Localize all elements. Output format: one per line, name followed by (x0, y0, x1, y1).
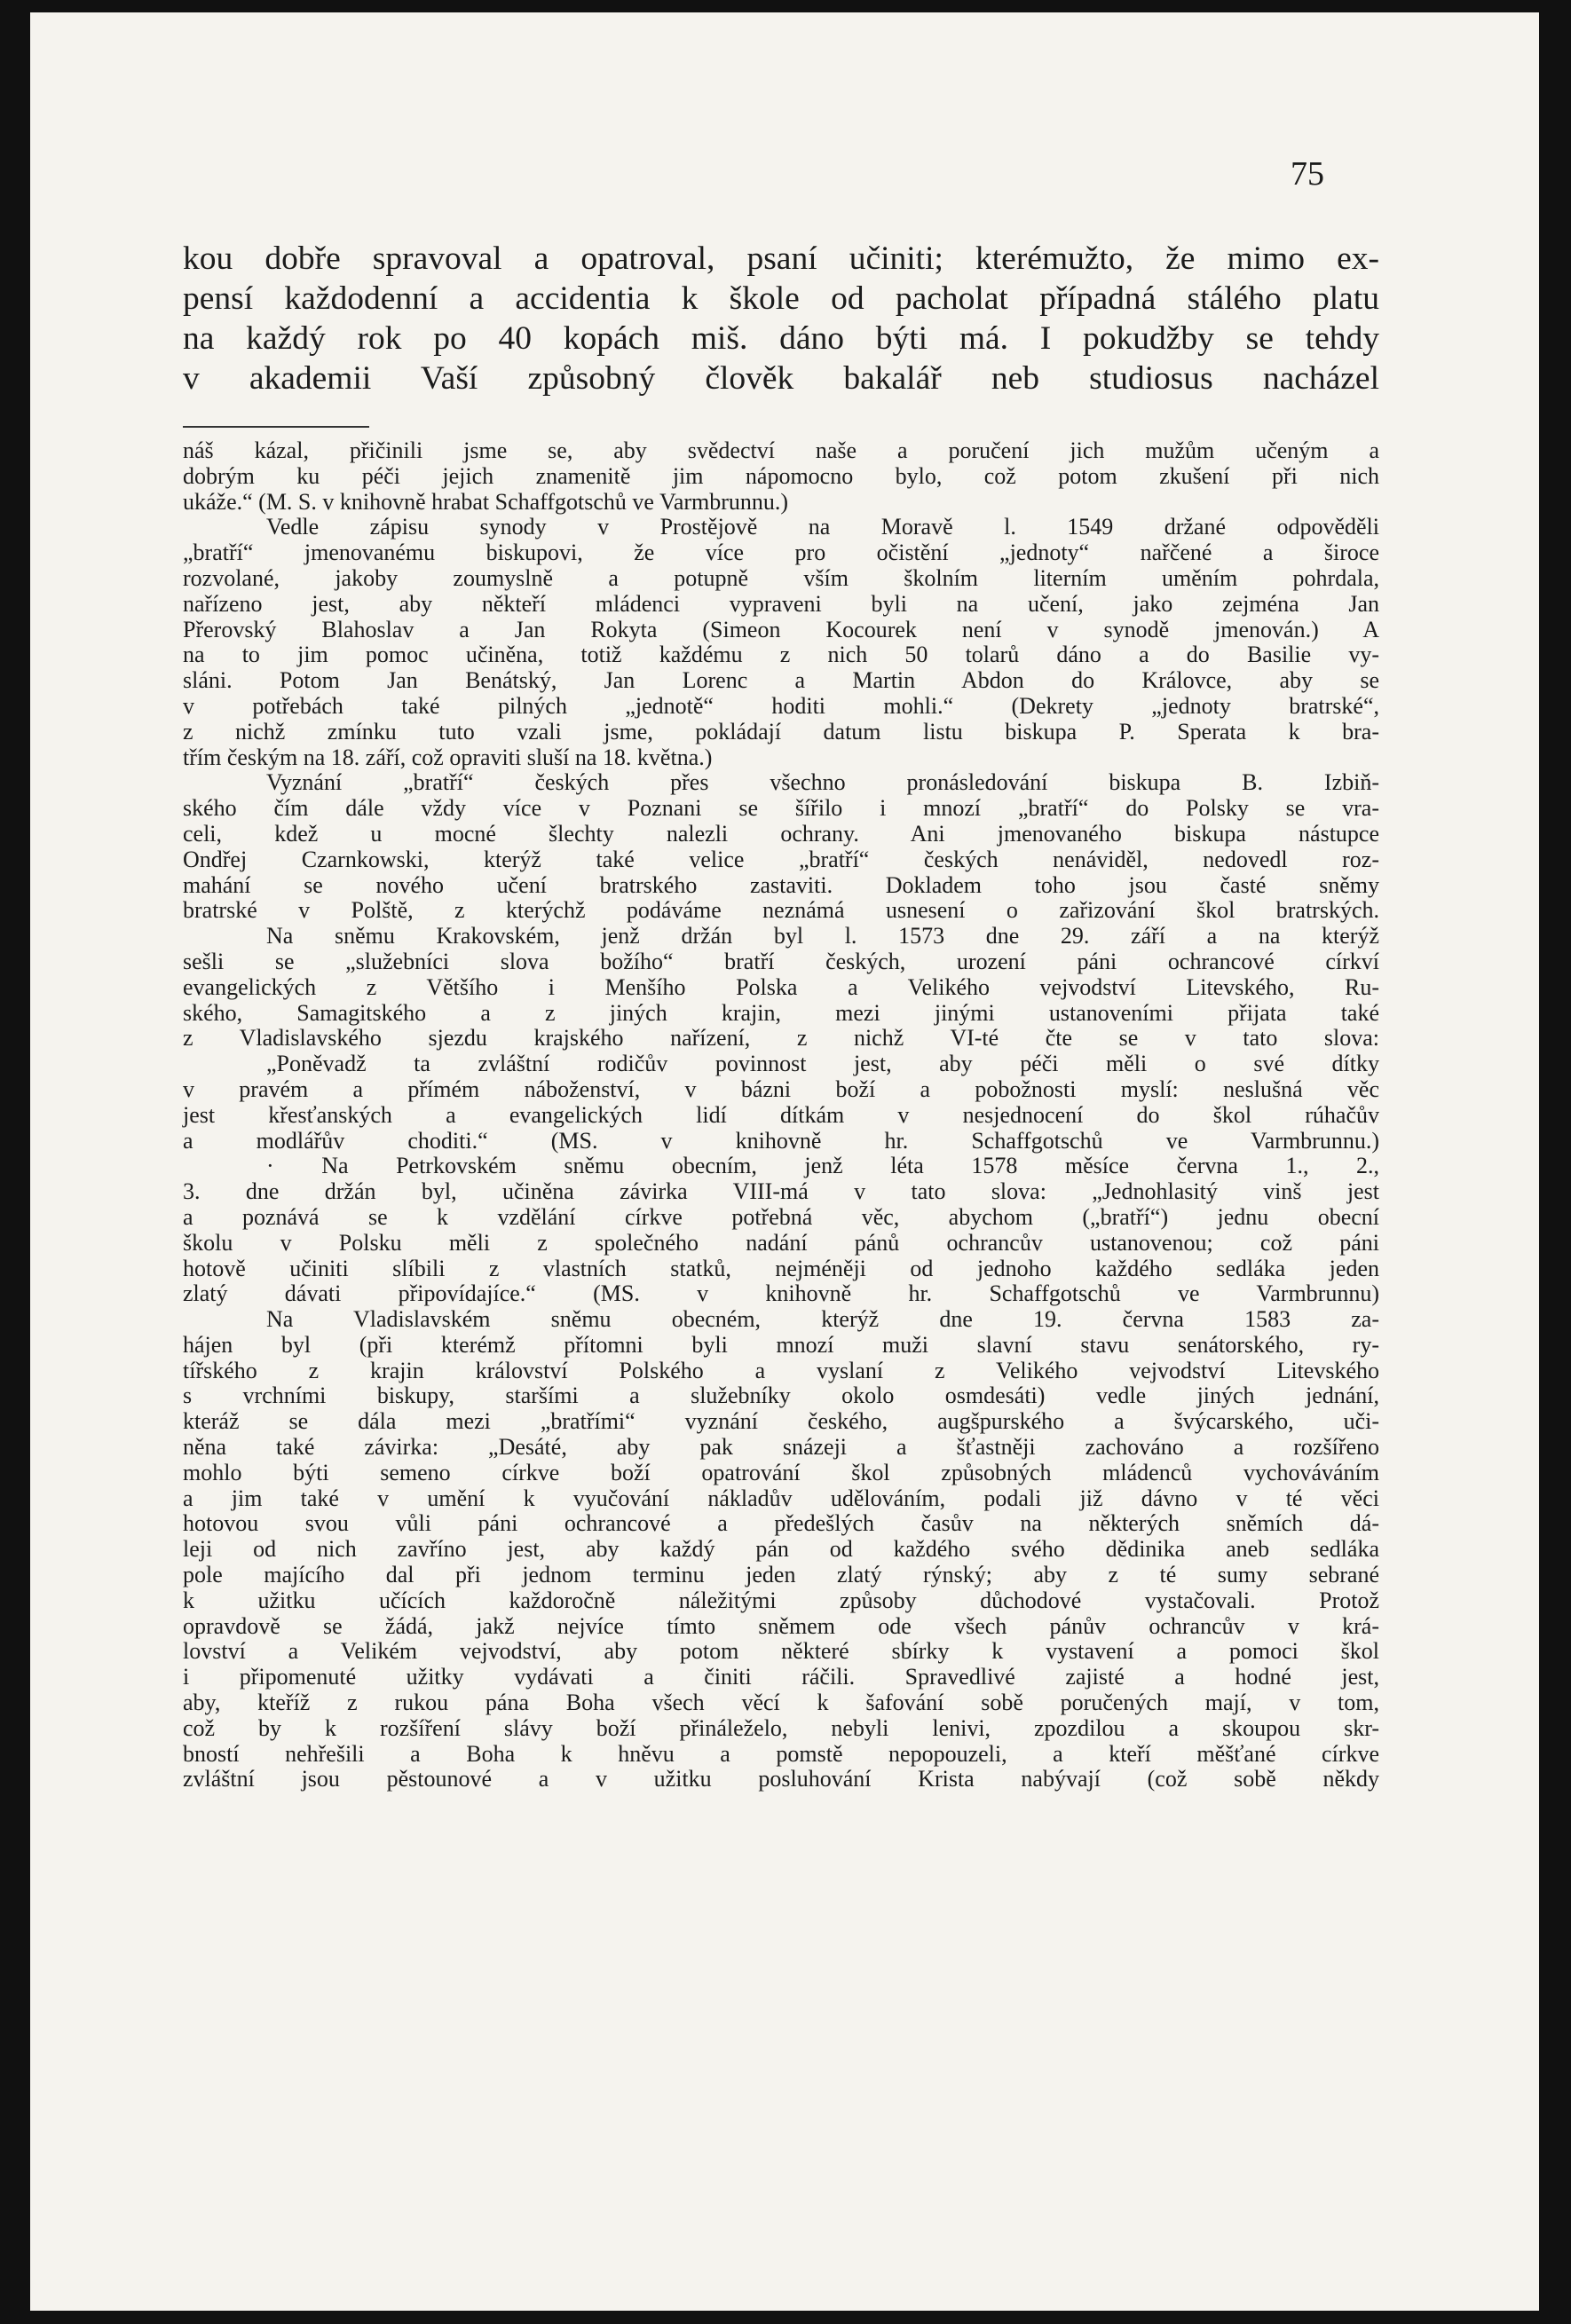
footnote-block (183, 438, 1379, 1792)
note-line: hotově učiniti slíbili z vlastních statků, nejméněji od jednoho každého sedláka jeden (183, 1255, 1379, 1281)
note-line: něna také závirka: „Desáté, aby pak snázeji a šťastněji zachováno a rozšířeno (183, 1434, 1379, 1461)
note-line: lovství a Velikém vejvodství, aby potom některé sbírky k vystavení a pomoci škol (183, 1638, 1379, 1665)
note-line: z nichž zmínku tuto vzali jsme, pokládají datum listu biskupa P. Sperata k bra- (183, 718, 1379, 744)
note-line: zlatý dávati připovídajíce.“ (MS. v knihovně hr. Schaffgotschů ve Varmbrunnu) (183, 1280, 1379, 1307)
note-line: pole majícího dal při jednom terminu jeden zlatý rýnský; aby z té sumy sebrané (183, 1562, 1379, 1588)
book-page (30, 12, 1539, 2311)
footnote-divider (183, 426, 369, 428)
note-line: ského čím dále vždy více v Poznani se šířilo i mnozí „bratří“ do Polsky se vra- (183, 795, 1379, 822)
note-line: aby, kteříž z rukou pána Boha všech věcí k šafování sobě poručených mají, v tom, (183, 1690, 1379, 1716)
note-line: Vyznání „bratří“ českých přes všechno pronásledování biskupa B. Izbiň- (266, 769, 1379, 796)
note-line: opravdově se žádá, jakž nejvíce tímto sněmem ode všech pánův ochrancův v krá- (183, 1612, 1379, 1639)
note-line: bností nehřešili a Boha k hněvu a pomstě nepopouzeli, a kteří měšťané církve (183, 1740, 1379, 1767)
note-line: i připomenuté užitky vydávati a činiti ráčili. Spravedlivé zajisté a hodné jest, (183, 1664, 1379, 1690)
note-line: evangelických z Většího i Menšího Polska a Velikého vejvodství Litevského, Ru- (183, 973, 1379, 1000)
note-line: na to jim pomoc učiněna, totiž každému z nich 50 tolarů dáno a do Basilie vy- (183, 642, 1379, 668)
note-line: hájen byl (při kterémž přítomni byli mnozí muži slavní stavu senátorského, ry- (183, 1331, 1379, 1358)
note-line: mohlo býti semeno církve boží opatrování škol způsobných mládenců vychováváním (183, 1459, 1379, 1485)
note-line: „Poněvadž ta zvláštní rodičův povinnost jest, aby péči měli o své dítky (266, 1051, 1379, 1077)
note-line: ského, Samagitského a z jiných krajin, mezi jinými ustanoveními přijata také (183, 999, 1379, 1026)
note-line: Vedle zápisu synody v Prostějově na Moravě l. 1549 držané odpověděli (266, 514, 1379, 540)
note-line: zvláštní jsou pěstounové a v užitku posluhování Krista nabývají (což sobě někdy (183, 1766, 1379, 1792)
note-line: Přerovský Blahoslav a Jan Rokyta (Simeon Kocourek není v synodě jmenován.) A (183, 616, 1379, 642)
main-text-block (183, 239, 1379, 398)
page-number: 75 (1291, 155, 1324, 193)
note-line: což by k rozšíření slávy boží přináleželo, nebyli lenivi, zpozdilou a skoupou skr- (183, 1714, 1379, 1741)
note-line: školu v Polsku měli z společného nadání pánů ochrancův ustanovenou; což páni (183, 1229, 1379, 1256)
note-line: hotovou svou vůli páni ochrancové a předešlých časův na některých sněmích dá- (183, 1510, 1379, 1537)
note-line: sláni. Potom Jan Benátský, Jan Lorenc a Martin Abdon do Královce, aby se (183, 667, 1379, 694)
note-line: jest křesťanských a evangelických lidí dítkám v nesjednocení do škol rúhačův (183, 1101, 1379, 1128)
main-text-line: na každý rok po 40 kopách miš. dáno býti má. I pokudžby se tehdy (183, 320, 1379, 357)
main-text-line: kou dobře spravoval a opatroval, psaní učiniti; kterémužto, že mimo ex- (183, 240, 1379, 277)
note-line: 3. dne držán byl, učiněna závirka VIII-má v tato slova: „Jednohlasitý vinš jest (183, 1178, 1379, 1205)
note-line: nařízeno jest, aby někteří mládenci vypraveni byli na učení, jako zejména Jan (183, 590, 1379, 617)
note-line: dobrým ku péči jejich znamenitě jim nápomocno bylo, což potom zkušení při nich (183, 462, 1379, 489)
note-line: leji od nich zavříno jest, aby každý pán od každého svého dědinika aneb sedláka (183, 1536, 1379, 1563)
main-text-line: v akademii Vaší způsobný člověk bakalář neb studiosus nacházel (183, 360, 1379, 397)
note-line: Na sněmu Krakovském, jenž držán byl l. 1573 dne 29. září a na kterýž (266, 923, 1379, 949)
note-line: rozvolané, jakoby zoumyslně a potupně vším školním literním uměním pohrdala, (183, 564, 1379, 591)
note-line: tířského z krajin království Polského a vyslaní z Velikého vejvodství Litevského (183, 1357, 1379, 1383)
note-line: v pravém a přímém náboženství, v bázni boží a pobožnosti myslí: neslušná věc (183, 1075, 1379, 1102)
note-line: Ondřej Czarnkowski, kterýž také velice „bratří“ českých nenáviděl, nedovedl roz- (183, 846, 1379, 872)
note-line: a poznává se k vzdělání církve potřebná věc, abychom („bratří“) jednu obecní (183, 1203, 1379, 1230)
note-line: sešli se „služebníci slova božího“ bratří českých, urození páni ochrancové církví (183, 948, 1379, 974)
note-line: a jim také v umění k vyučování nákladův udělováním, podali již dávno v té věci (183, 1485, 1379, 1511)
main-text-line: pensí každodenní a accidentia k škole od pacholat případná stálého platu (183, 280, 1379, 317)
note-line: s vrchními biskupy, staršími a služebníky okolo osmdesáti) vedle jiných jednání, (183, 1383, 1379, 1409)
note-line: v potřebách také pilných „jednotě“ hoditi mohli.“ (Dekrety „jednoty bratrské“, (183, 692, 1379, 719)
note-line: k užitku učících každoročně náležitými způsoby důchodové vystačovali. Protož (183, 1587, 1379, 1613)
note-line: mahání se nového učení bratrského zastaviti. Dokladem toho jsou časté sněmy (183, 871, 1379, 898)
note-line: · Na Petrkovském sněmu obecním, jenž léta 1578 měsíce června 1., 2., (266, 1153, 1379, 1179)
note-line: „bratří“ jmenovanému biskupovi, že více pro očistění „jednoty“ nařčené a široce (183, 540, 1379, 566)
note-line: kteráž se dála mezi „bratřími“ vyznání českého, augšpurského a švýcarského, uči- (183, 1408, 1379, 1435)
note-line: bratrské v Polště, z kterýchž podáváme neznámá usnesení o zařizování škol bratrských. (183, 897, 1379, 924)
note-line: celi, kdež u mocné šlechty nalezli ochrany. Ani jmenovaného biskupa nástupce (183, 820, 1379, 847)
note-line: a modlářův choditi.“ (MS. v knihovně hr. Schaffgotschů ve Varmbrunnu.) (183, 1127, 1379, 1154)
note-line: Na Vladislavském sněmu obecném, kterýž dne 19. června 1583 za- (266, 1306, 1379, 1333)
note-line: třím českým na 18. září, což opraviti sluší na 18. května.) (183, 744, 713, 770)
note-line: ukáže.“ (M. S. v knihovně hrabat Schaffgotschů ve Varmbrunnu.) (183, 488, 789, 515)
note-line: z Vladislavského sjezdu krajského nařízení, z nichž VI-té čte se v tato slova: (183, 1025, 1379, 1052)
note-line: náš kázal, přičinili jsme se, aby svědectví naše a poručení jich mužům učeným a (183, 437, 1379, 463)
